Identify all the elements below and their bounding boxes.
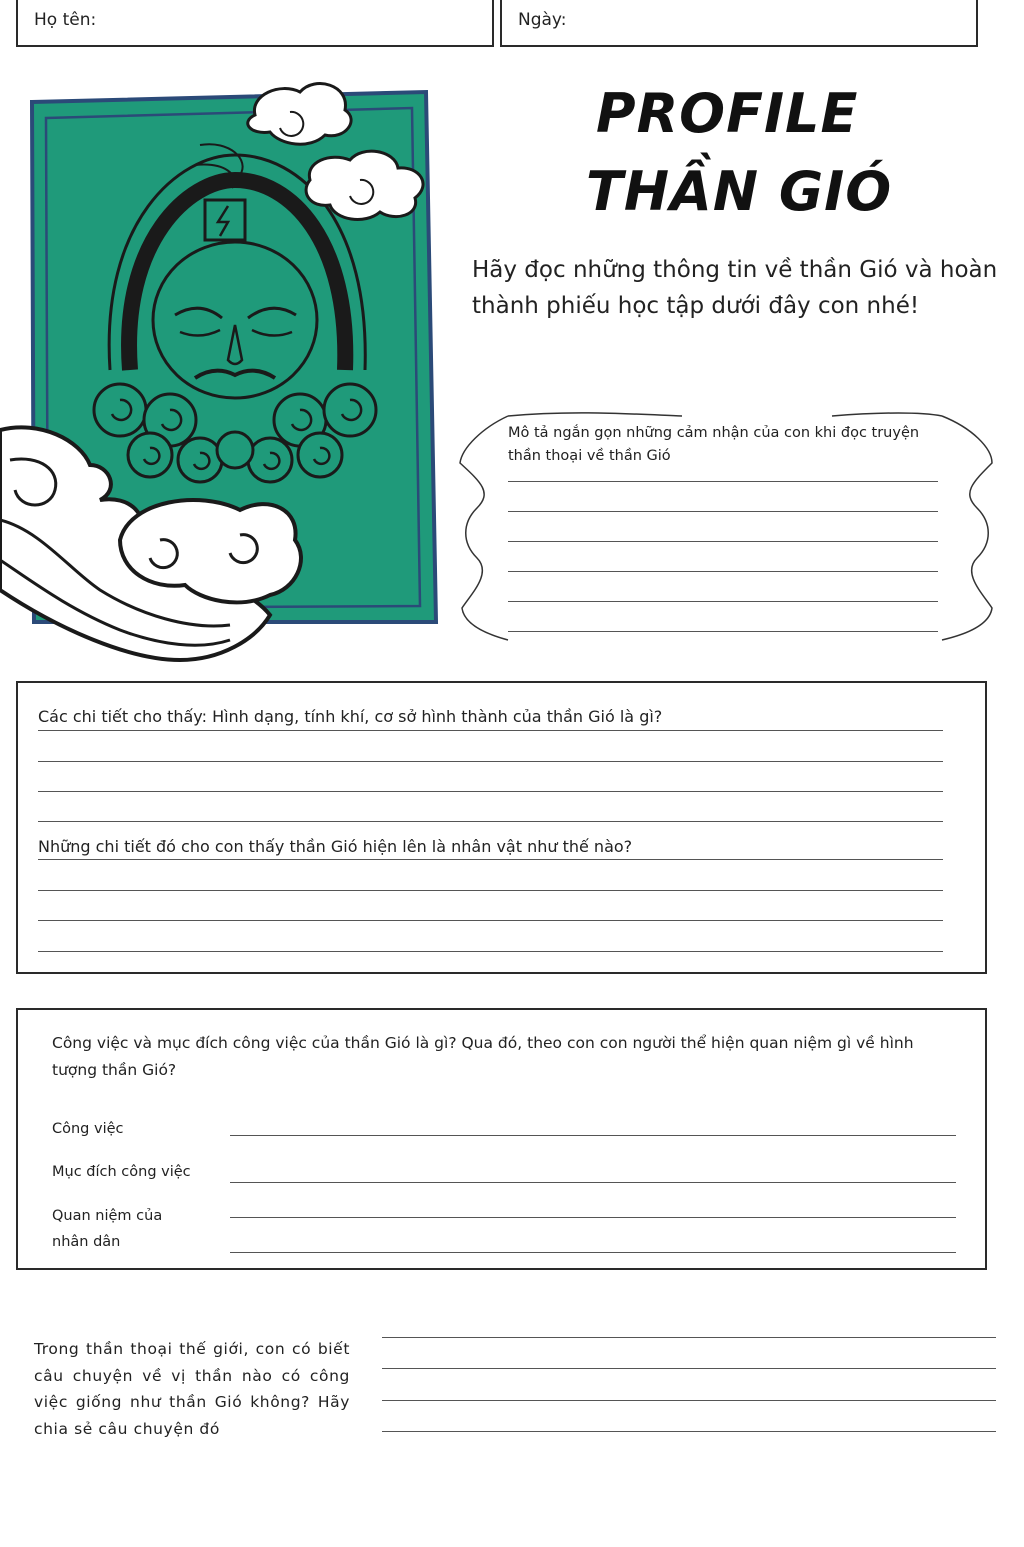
answer-line[interactable] <box>38 730 943 731</box>
intro-text: Hãy đọc những thông tin về thần Gió và hoàn thành phiếu học tập dưới đây con nhé! <box>472 257 998 319</box>
answer-line[interactable] <box>508 511 938 512</box>
details-section <box>16 681 987 974</box>
answer-line[interactable] <box>38 791 943 792</box>
name-label: Họ tên: <box>34 10 97 30</box>
title-than-gio: THẦN GIÓ <box>586 160 893 223</box>
view-answer-line[interactable] <box>230 1252 956 1253</box>
purpose-answer-line[interactable] <box>230 1182 956 1183</box>
label-purpose: Mục đích công việc <box>52 1164 191 1180</box>
answer-line[interactable] <box>38 821 943 822</box>
question-character: Những chi tiết đó cho con thấy thần Gió hiện lên là nhân vật như thế nào? <box>38 837 633 856</box>
question-world-myth: Trong thần thoại thế giới, con có biết câu chuyện về vị thần nào có công việc giống như thần Gió không? Hãy chia sẻ câu chuyện đó <box>34 1340 350 1438</box>
answer-line[interactable] <box>38 951 943 952</box>
date-field[interactable] <box>500 0 978 47</box>
date-label: Ngày: <box>518 10 567 30</box>
view-answer-line[interactable] <box>230 1217 956 1218</box>
question-work: Công việc và mục đích công việc của thần Gió là gì? Qua đó, theo con con người thể hiện quan niệm gì về hình tượng thần Gió? <box>52 1034 914 1079</box>
cloud-prompt: Mô tả ngắn gọn những cảm nhận của con khi đọc truyện thần thoại về thần Gió <box>508 425 920 464</box>
answer-line[interactable] <box>38 890 943 891</box>
answer-line[interactable] <box>508 571 938 572</box>
wind-god-illustration <box>0 70 520 670</box>
answer-line[interactable] <box>382 1431 996 1432</box>
label-view-line1: Quan niệm của <box>52 1208 163 1224</box>
answer-line[interactable] <box>382 1368 996 1369</box>
answer-line[interactable] <box>38 920 943 921</box>
answer-line[interactable] <box>508 541 938 542</box>
job-answer-line[interactable] <box>230 1135 956 1136</box>
label-job: Công việc <box>52 1121 124 1137</box>
answer-line[interactable] <box>38 761 943 762</box>
answer-line[interactable] <box>508 631 938 632</box>
question-details: Các chi tiết cho thấy: Hình dạng, tính khí, cơ sở hình thành của thần Gió là gì? <box>38 707 663 726</box>
answer-line[interactable] <box>38 859 943 860</box>
answer-line[interactable] <box>508 481 938 482</box>
title-profile: PROFILE <box>596 82 859 145</box>
answer-line[interactable] <box>508 601 938 602</box>
name-field[interactable] <box>16 0 494 47</box>
work-section <box>16 1008 987 1270</box>
answer-line[interactable] <box>382 1337 996 1338</box>
answer-line[interactable] <box>382 1400 996 1401</box>
label-view-line2: nhân dân <box>52 1234 121 1250</box>
